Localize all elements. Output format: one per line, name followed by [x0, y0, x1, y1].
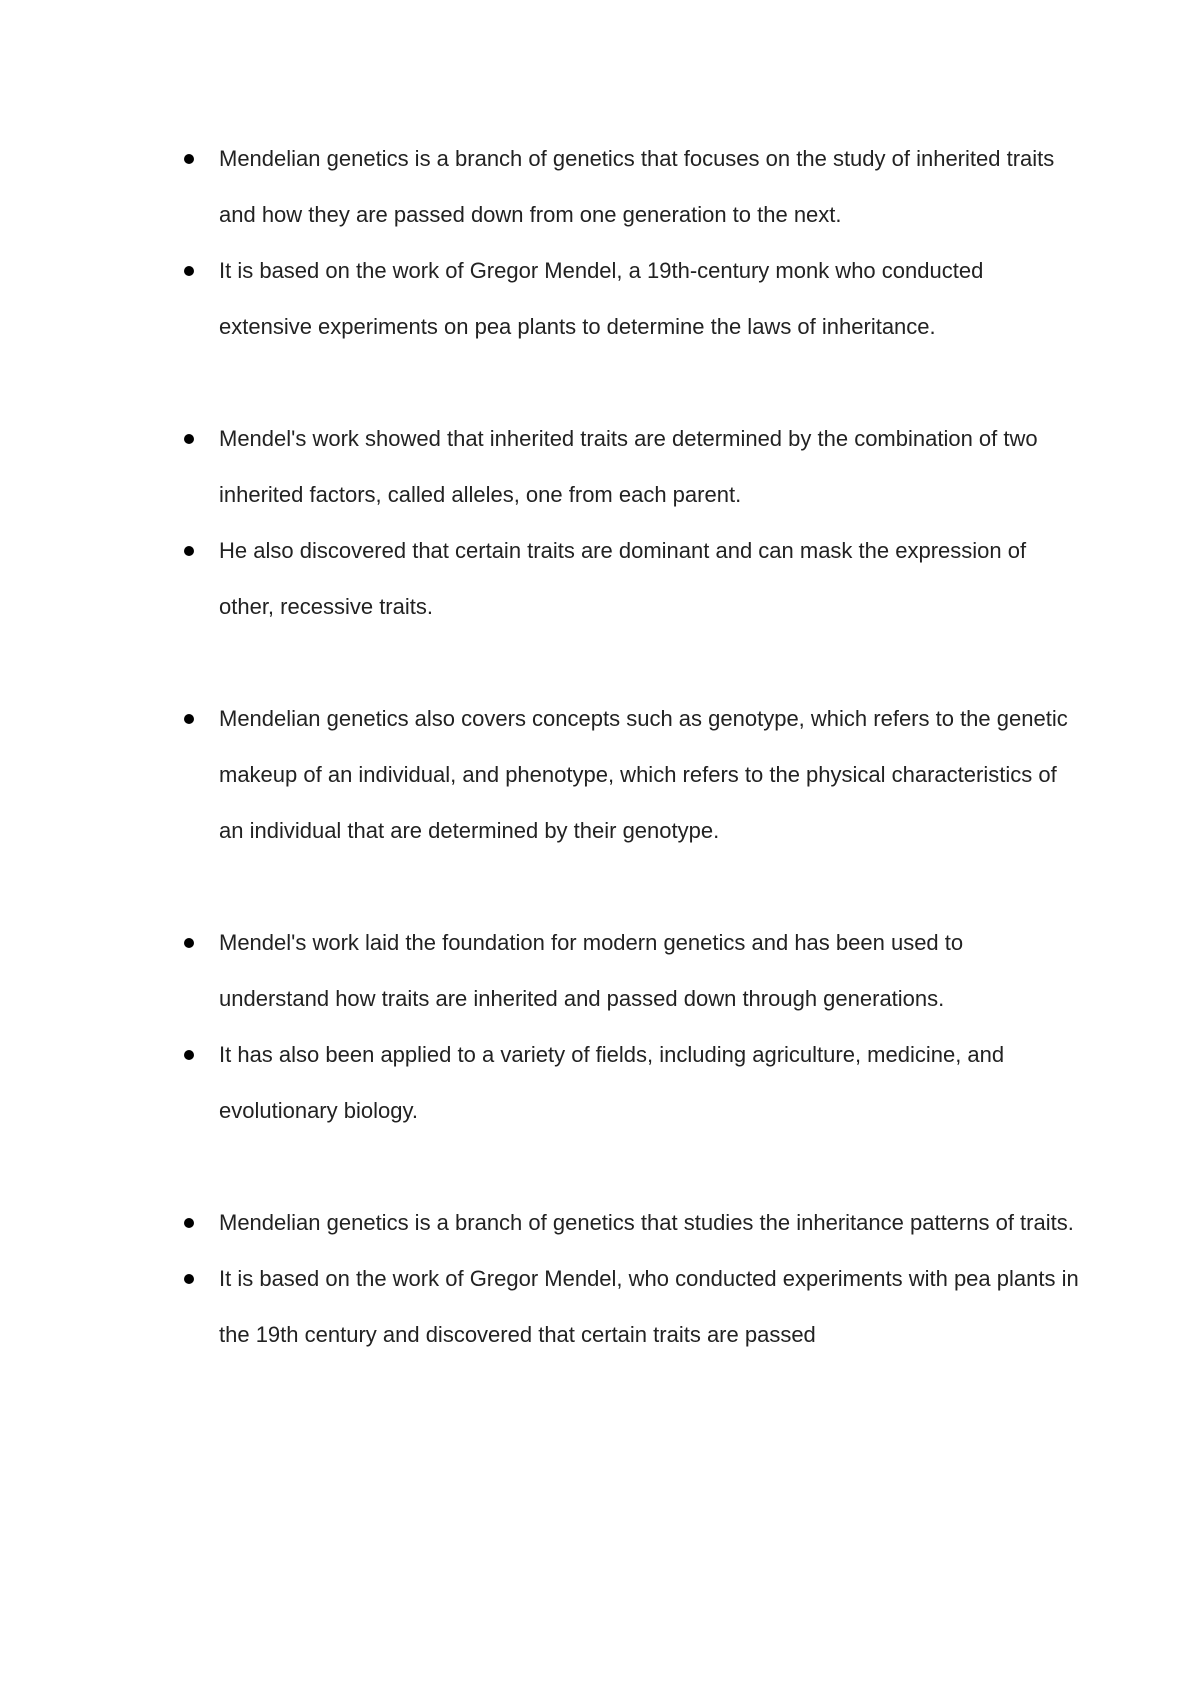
list-item-text: Mendel's work laid the foundation for modern genetics and has been used to understand how traits are inherited and passed down through generations.	[219, 930, 964, 1011]
bullet-icon	[184, 1218, 194, 1228]
list-item	[0, 1251, 1079, 1363]
list-item-text: Mendelian genetics is a branch of genetics that focuses on the study of inherited traits and how they are passed down from one generation to the next.	[219, 146, 1055, 227]
list-item-text: Mendel's work showed that inherited traits are determined by the combination of two inherited factors, called alleles, one from each parent.	[219, 426, 1038, 507]
list-item-text: It has also been applied to a variety of fields, including agriculture, medicine, and evolutionary biology.	[219, 1042, 1005, 1123]
bullet-icon	[184, 154, 194, 164]
list-item-text: Mendelian genetics is a branch of genetics that studies the inheritance patterns of traits.	[219, 1210, 1074, 1235]
bullet-icon	[184, 434, 194, 444]
bullet-icon	[184, 714, 194, 724]
list-item-text: It is based on the work of Gregor Mendel, who conducted experiments with pea plants in the 19th century and discovered that certain traits are passed	[219, 1266, 1079, 1347]
bullet-icon	[184, 1274, 194, 1284]
list-item-text: He also discovered that certain traits are dominant and can mask the expression of other, recessive traits.	[219, 538, 1027, 619]
bullet-icon	[184, 938, 194, 948]
bullet-icon	[184, 1050, 194, 1060]
bullet-list	[0, 131, 1200, 1363]
bullet-icon	[184, 546, 194, 556]
list-item	[0, 1195, 1079, 1251]
list-item	[0, 131, 1079, 243]
list-item	[0, 1027, 1079, 1139]
list-item	[0, 523, 1079, 635]
list-item-text: Mendelian genetics also covers concepts such as genotype, which refers to the genetic makeup of an individual, and phenotype, which refers to the physical characteristics of an individual that are determined by their genotype.	[219, 706, 1068, 843]
list-item	[0, 411, 1079, 523]
list-item	[0, 691, 1079, 859]
bullet-icon	[184, 266, 194, 276]
list-item	[0, 243, 1079, 355]
list-item-text: It is based on the work of Gregor Mendel, a 19th-century monk who conducted extensive experiments on pea plants to determine the laws of inheritance.	[219, 258, 984, 339]
list-item	[0, 915, 1079, 1027]
